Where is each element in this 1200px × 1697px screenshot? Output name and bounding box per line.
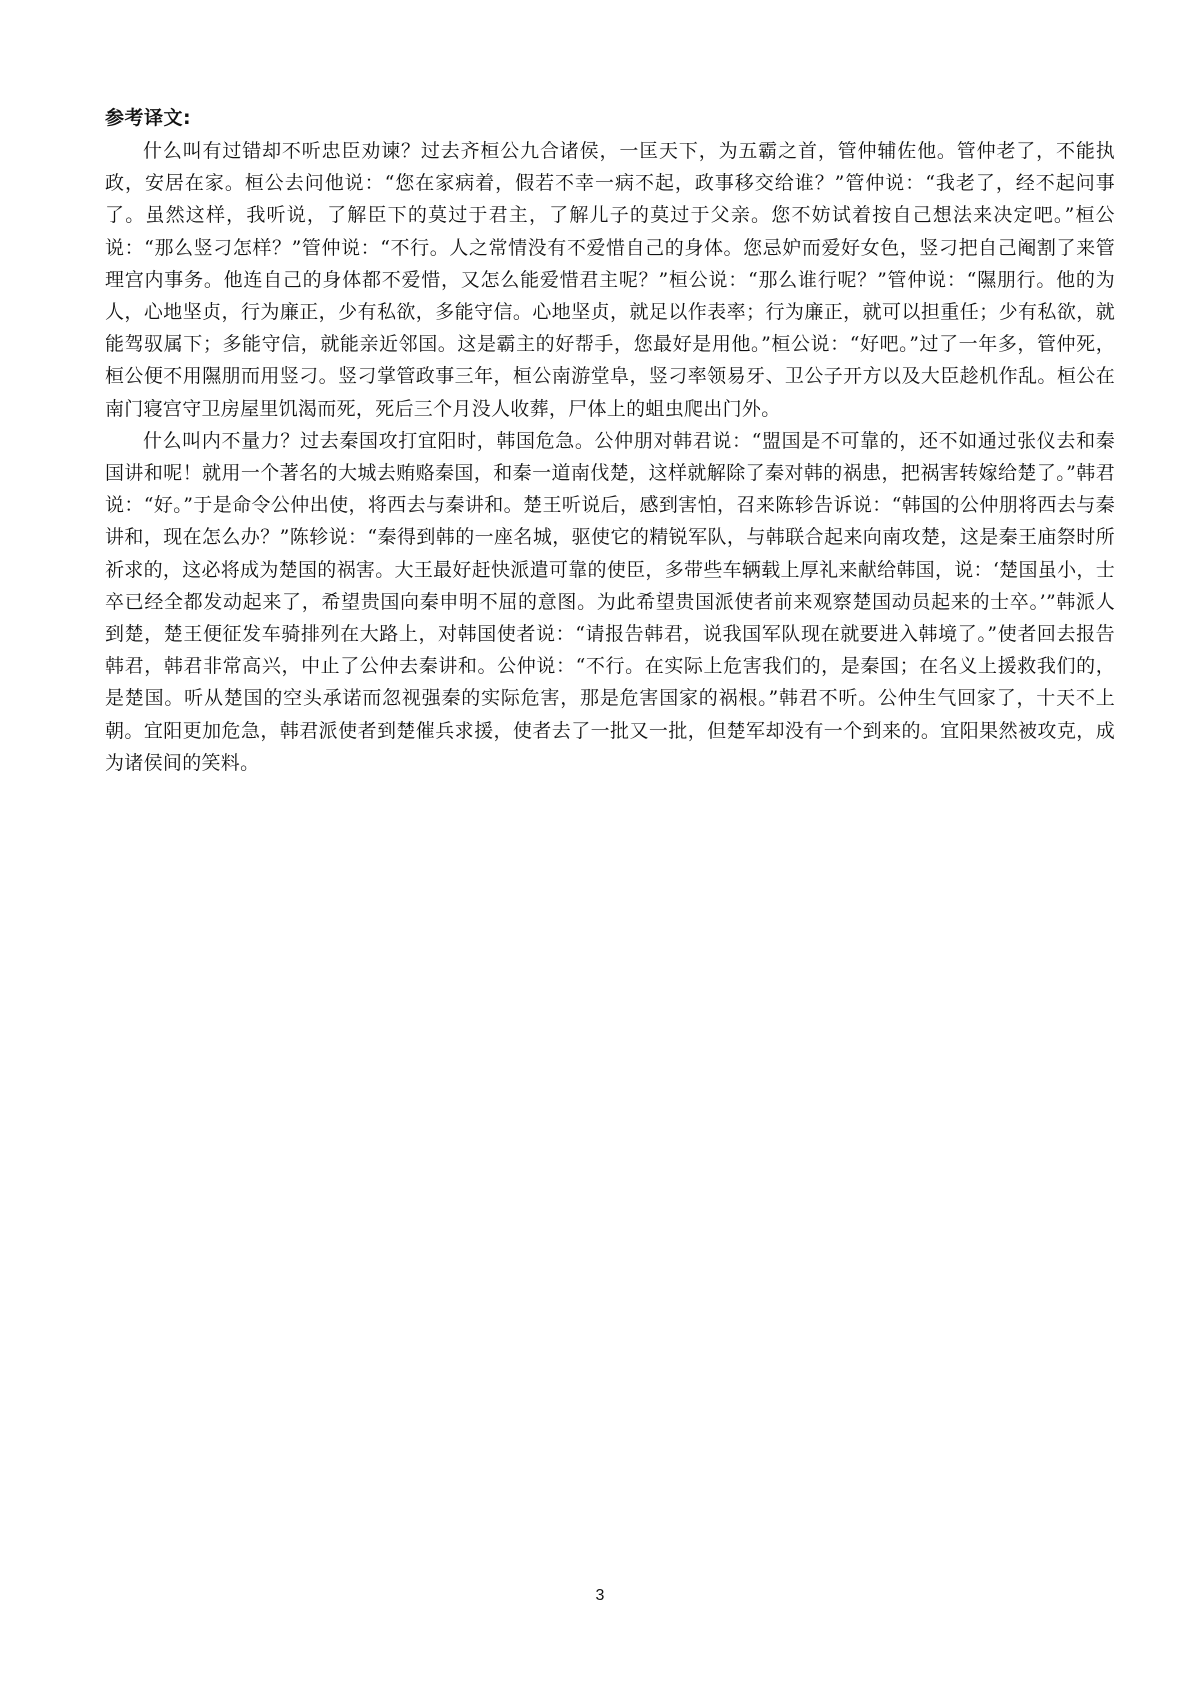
paragraph-yiyang: 什么叫内不量力？过去秦国攻打宜阳时，韩国危急。公仲朋对韩君说：“盟国是不可靠的，还不如通过张仪去和秦国讲和呢！就用一个著名的大城去贿赂秦国，和秦一道南伐楚，这样就解除了秦对韩的祸患，把祸害转嫁给楚了。”韩君说：“好。”于是命令公仲出使，将西去与秦讲和。楚王听说后，感到害怕，召来陈轸告诉说：“韩国的公仲朋将西去与秦讲和，现在怎么办？”陈轸说：“秦得到韩的一座名城，驱使它的精锐军队，与韩联合起来向南攻楚，这是秦王庙祭时所祈求的，这必将成为楚国的祸害。大王最好赶快派遣可靠的使臣，多带些车辆载上厚礼来献给韩国，说：‘楚国虽小，士卒已经全都发动起来了，希望贵国向秦申明不屈的意图。为此希望贵国派使者前来观察楚国动员起来的士卒。’”韩派人到楚，楚王便征发车骑排列在大路上，对韩国使者说：“请报告韩君，说我国军队现在就要进入韩境了。”使者回去报告韩君，韩君非常高兴，中止了公仲去秦讲和。公仲说：“不行。在实际上危害我们的，是秦国；在名义上援救我们的，是楚国。听从楚国的空头承诺而忽视强秦的实际危害，那是危害国家的祸根。”韩君不听。公仲生气回家了，十天不上朝。宜阳更加危急，韩君派使者到楚催兵求援，使者去了一批又一批，但楚军却没有一个到来的。宜阳果然被攻克，成为诸侯间的笑料。 (105, 429, 1115, 774)
section-heading: 参考译文: (105, 107, 192, 129)
document-body (105, 104, 1115, 779)
page-number: 3 (595, 1587, 605, 1604)
paragraph-guan-zhong: 什么叫有过错却不听忠臣劝谏？过去齐桓公九合诸侯，一匡天下，为五霸之首，管仲辅佐他。管仲老了，不能执政，安居在家。桓公去问他说：“您在家病着，假若不幸一病不起，政事移交给谁？”管仲说：“我老了，经不起问事了。虽然这样，我听说，了解臣下的莫过于君主，了解儿子的莫过于父亲。您不妨试着按自己想法来决定吧。”桓公说：“那么竖刁怎样？”管仲说：“不行。人之常情没有不爱惜自己的身体。您忌妒而爱好女色，竖刁把自己阉割了来管理宫内事务。他连自己的身体都不爱惜，又怎么能爱惜君主呢？”桓公说：“那么谁行呢？”管仲说：“隰朋行。他的为人，心地坚贞，行为廉正，少有私欲，多能守信。心地坚贞，就足以作表率；行为廉正，就可以担重任；少有私欲，就能驾驭属下；多能守信，就能亲近邻国。这是霸主的好帮手，您最好是用他。”桓公说：“好吧。”过了一年多，管仲死，桓公便不用隰朋而用竖刁。竖刁掌管政事三年，桓公南游堂阜，竖刁率领易牙、卫公子开方以及大臣趁机作乱。桓公在南门寝宫守卫房屋里饥渴而死，死后三个月没人收葬，尸体上的蛆虫爬出门外。 (105, 140, 1115, 420)
